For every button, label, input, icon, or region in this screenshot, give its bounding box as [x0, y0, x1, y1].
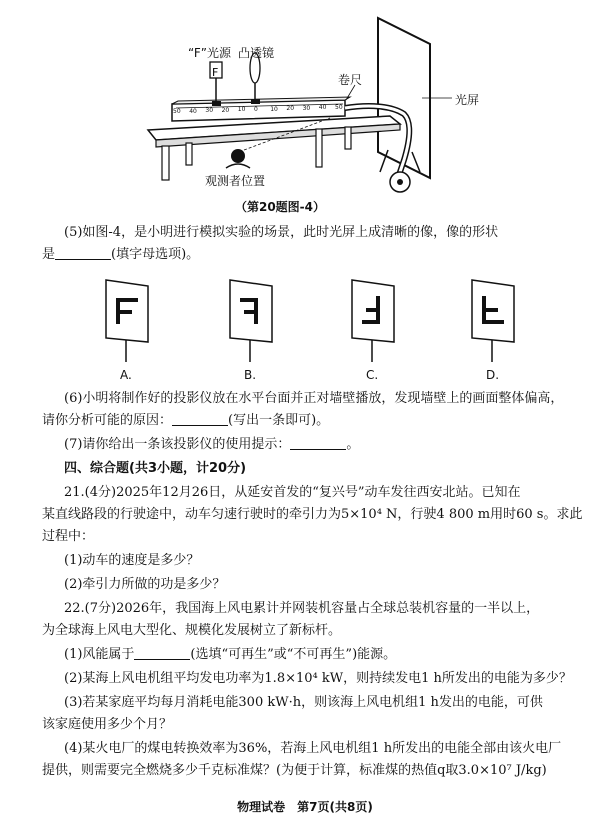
label-observer: 观测者位置: [205, 174, 266, 188]
q22-sub-2: (2)某海上风电机组平均发电功率为1.8×10⁴ kW，则持续发电1 h所发出的电能为多少？: [64, 671, 572, 686]
table-leg: [345, 127, 351, 149]
q22-sub-1: (1)风能属于 (选填“可再生”或“不可再生”)能源。: [64, 647, 397, 662]
q21-line-2: 某直线路段的行驶途中，动车匀速行驶时的牵引力为5×10⁴ N，行驶4 800 m用时60 s。求此: [42, 507, 583, 522]
q22-line-2: 为全球海上风电大型化、规模化发展树立了新标杆。: [42, 623, 342, 638]
ruler-tick-label: 30: [205, 107, 214, 115]
ruler-tick-label: 30: [302, 104, 311, 112]
q22-sub-3-line-1: (3)若某家庭平均每月消耗电能300 kW·h，则该海上风电机组1 h发出的电能，可供: [64, 695, 543, 710]
label-convex-lens: 凸透镜: [238, 46, 275, 60]
experiment-drawing: [0, 0, 610, 200]
ruler-tick-label: 50: [335, 104, 343, 111]
q7-line: (7)请你给出一条该投影仪的使用提示： 。: [64, 437, 360, 452]
q22-line-1: 22.(7分)2026年，我国海上风电累计并网装机容量占全球总装机容量的一半以上，: [64, 601, 540, 616]
option-c-label[interactable]: C.: [366, 368, 379, 382]
ruler-tick-label: 50: [173, 108, 181, 115]
table-leg: [316, 129, 322, 167]
q5-line-2: 是 (填字母选项)。: [42, 247, 200, 262]
option-images: [0, 276, 610, 366]
ruler-tick-label: 0: [254, 106, 258, 113]
ruler-tick-label: 40: [189, 107, 197, 115]
option-c-sign: [352, 280, 394, 362]
label-light-screen: 光屏: [455, 93, 480, 107]
q22-sub-4-line-1: (4)某火电厂的煤电转换效率为36%，若海上风电机组1 h所发出的电能全部由该火电厂: [64, 741, 562, 756]
page-footer: 物理试卷 第7页(共8页): [237, 800, 373, 814]
ruler-tick-label: 40: [318, 104, 327, 112]
ruler-tick-label: 10: [270, 105, 278, 113]
q5-line-1: (5)如图-4，是小明进行模拟实验的场景，此时光屏上成清晰的像，像的形状: [64, 225, 499, 240]
option-a-label[interactable]: A.: [120, 368, 132, 382]
q7-answer-blank[interactable]: [290, 436, 346, 450]
q21-sub-2: (2)牵引力所做的功是多少？: [64, 577, 226, 592]
q6-line-2: 请你分析可能的原因： (写出一条即可)。: [42, 413, 330, 428]
option-b-label[interactable]: B.: [244, 368, 257, 382]
option-d-label[interactable]: D.: [486, 368, 500, 382]
q6-answer-blank[interactable]: [172, 412, 228, 426]
q22-sub-3-line-2: 该家庭使用多少个月？: [42, 717, 173, 732]
figure-caption: （第20题图-4）: [234, 200, 326, 214]
section-4-title: 四、综合题(共3小题，计20分): [64, 461, 247, 476]
option-a-sign: [106, 280, 148, 362]
q5-answer-blank[interactable]: [55, 246, 111, 260]
ruler-tick-label: 10: [237, 106, 246, 114]
q21-sub-1: (1)动车的速度是多少？: [64, 553, 200, 568]
q21-line-1: 21.(4分)2025年12月26日，从延安首发的“复兴号”动车发往西安北站。已知在: [64, 485, 521, 500]
option-d-sign: [472, 280, 514, 362]
option-b-sign: [230, 280, 272, 362]
label-tape-measure: 卷尺: [338, 73, 363, 87]
q6-line-1: (6)小明将制作好的投影仪放在水平台面并正对墙壁播放，发现墙壁上的画面整体偏高，: [64, 391, 564, 406]
experiment-figure: [0, 0, 610, 215]
table-leg: [186, 143, 192, 165]
ruler-tick-label: 20: [221, 106, 230, 114]
ruler-tick-label: 20: [286, 105, 295, 113]
label-light-source: “F”光源: [188, 46, 231, 60]
observer-head: [231, 149, 245, 163]
q22-answer-blank[interactable]: [134, 646, 190, 660]
q22-sub-4-line-2: 提供，则需要完全燃烧多少千克标准煤？(为便于计算，标准煤的热值q取3.0×10⁷ J/kg): [42, 763, 547, 778]
q21-line-3: 过程中：: [42, 529, 95, 544]
svg-text:F: F: [212, 66, 219, 79]
table-leg: [162, 146, 169, 180]
